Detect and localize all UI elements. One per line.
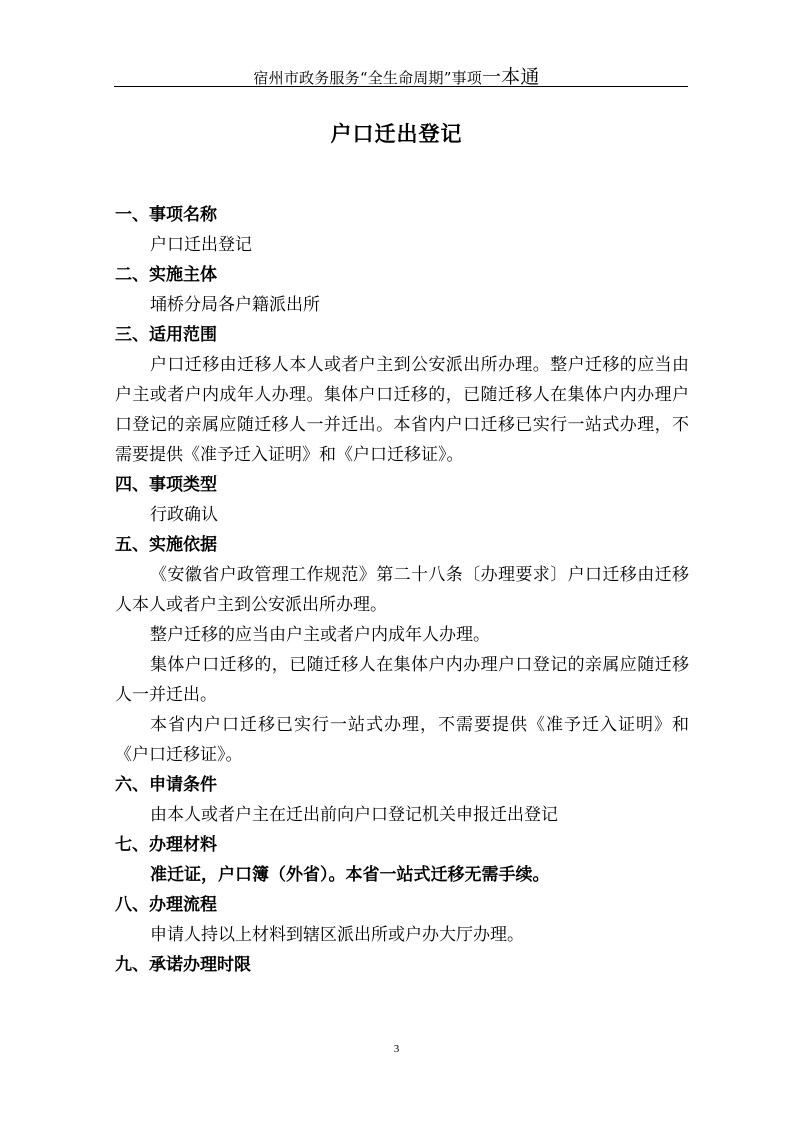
section-legal-basis-text-1: 《安徽省户政管理工作规范》第二十八条〔办理要求〕户口迁移由迁移人本人或者户主到公安派出所办理。 xyxy=(115,565,689,615)
section-heading-time-limit: 九、承诺办理时限 xyxy=(115,955,251,975)
section-heading-process: 八、办理流程 xyxy=(115,895,217,915)
section-heading-materials: 七、办理材料 xyxy=(115,835,217,855)
section-item-name-text: 户口迁出登记 xyxy=(150,235,252,255)
section-item-type-text: 行政确认 xyxy=(150,505,218,525)
running-header-title-tail: 一本通 xyxy=(481,66,540,88)
section-process-text: 申请人持以上材料到辖区派出所或户办大厅办理。 xyxy=(150,925,524,945)
document-title: 户口迁出登记 xyxy=(330,122,463,146)
section-conditions-text: 由本人或者户主在迁出前向户口登记机关申报迁出登记 xyxy=(150,805,558,825)
running-header-title: 宿州市政务服务“全生命周期”事项 xyxy=(253,69,482,87)
section-legal-basis-text-3: 集体户口迁移的，已随迁移人在集体户内办理户口登记的亲属应随迁移人一并迁出。 xyxy=(115,655,689,705)
section-legal-basis-text-4: 本省内户口迁移已实行一站式办理，不需要提供《准予迁入证明》和《户口迁移证》。 xyxy=(115,715,689,765)
section-heading-conditions: 六、申请条件 xyxy=(115,775,217,795)
running-header xyxy=(0,62,793,89)
header-rule xyxy=(114,86,688,87)
section-legal-basis-text-2: 整户迁移的应当由户主或者户内成年人办理。 xyxy=(150,625,490,645)
section-heading-item-name: 一、事项名称 xyxy=(115,205,217,225)
section-heading-scope: 三、适用范围 xyxy=(115,325,217,345)
section-heading-item-type: 四、事项类型 xyxy=(115,475,217,495)
section-implementing-body-text: 埇桥分局各户籍派出所 xyxy=(150,295,320,315)
section-heading-legal-basis: 五、实施依据 xyxy=(115,535,217,555)
document-body xyxy=(115,200,689,980)
page-number: 3 xyxy=(393,1043,400,1055)
section-scope-text: 户口迁移由迁移人本人或者户主到公安派出所办理。整户迁移的应当由户主或者户内成年人办理。集体户口迁移的，已随迁移人在集体户内办理户口登记的亲属应随迁移人一并迁出。本省内户口迁移已实行一站式办理，不需要提供《准予迁入证明》和《户口迁移证》。 xyxy=(115,355,689,465)
section-materials-text: 准迁证，户口簿（外省）。本省一站式迁移无需手续。 xyxy=(150,865,550,885)
section-heading-implementing-body: 二、实施主体 xyxy=(115,265,217,285)
